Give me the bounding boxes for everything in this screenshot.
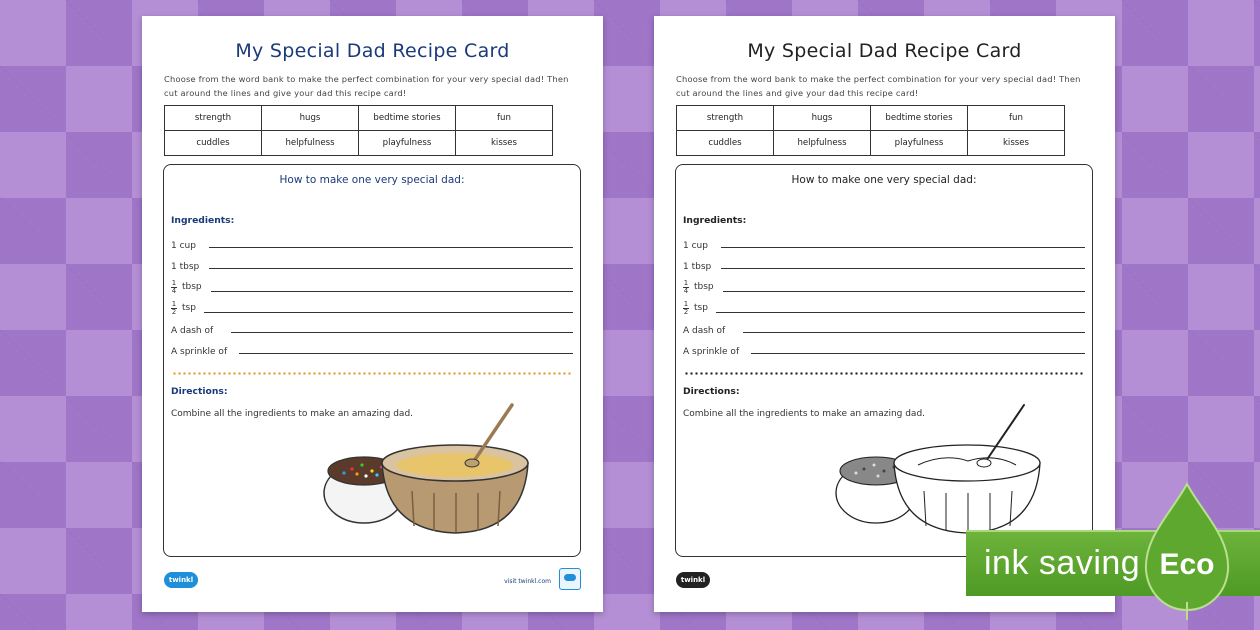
ingredient-row-quarter-tbsp[interactable] — [683, 275, 1085, 295]
instructions-text: Choose from the word bank to make the perfect combination for your very special dad! Then cut around the lines and give your dad this recipe card! — [676, 74, 1081, 98]
word-bank-cell: fun — [968, 106, 1065, 131]
ingredient-label: tsp — [182, 303, 196, 313]
eco-leaf-icon — [1142, 482, 1232, 622]
write-line — [743, 332, 1085, 333]
mixing-bowl-illustration — [322, 401, 538, 541]
write-line — [211, 291, 573, 292]
ingredient-label: A sprinkle of — [171, 347, 228, 357]
ingredients-label: Ingredients: — [683, 215, 747, 226]
fraction-numerator: 1 — [683, 279, 689, 287]
ingredient-label: A dash of — [683, 326, 726, 336]
card-heading: How to make one very special dad: — [791, 174, 977, 186]
directions-label: Directions: — [171, 386, 228, 397]
recipe-card-sheet-color — [142, 16, 603, 612]
ingredient-row-half-tsp[interactable] — [171, 296, 573, 316]
fraction-numerator: 1 — [683, 300, 689, 308]
directions-text: Combine all the ingredients to make an amazing dad. — [683, 409, 926, 419]
ingredients-label: Ingredients: — [171, 215, 235, 226]
directions-label: Directions: — [683, 386, 740, 397]
write-line — [209, 247, 573, 248]
directions-text: Combine all the ingredients to make an amazing dad. — [171, 409, 414, 419]
fraction-numerator: 1 — [171, 279, 177, 287]
page-title: My Special Dad Recipe Card — [747, 40, 1022, 62]
write-line — [231, 332, 573, 333]
ingredient-row-cup[interactable] — [171, 235, 573, 251]
word-bank-cell: helpfulness — [774, 131, 871, 156]
ingredient-label: 1 tbsp — [683, 262, 712, 272]
ingredient-label: tbsp — [694, 282, 714, 292]
ingredient-label: A dash of — [171, 326, 214, 336]
word-bank-cell: bedtime stories — [359, 106, 456, 131]
word-bank-cell: kisses — [968, 131, 1065, 156]
ingredient-row-tbsp[interactable] — [683, 256, 1085, 272]
write-line — [204, 312, 573, 313]
ingredient-label: tbsp — [182, 282, 202, 292]
write-line — [716, 312, 1085, 313]
ingredient-label: 1 cup — [683, 241, 708, 251]
fraction-quarter — [171, 280, 177, 295]
word-bank-cell: hugs — [262, 106, 359, 131]
mixing-bowl-illustration — [834, 401, 1050, 541]
word-bank-cell: helpfulness — [262, 131, 359, 156]
write-line — [721, 268, 1085, 269]
ingredient-row-dash[interactable] — [171, 320, 573, 336]
ingredient-label: 1 cup — [171, 241, 196, 251]
write-line — [209, 268, 573, 269]
fraction-quarter — [683, 280, 689, 295]
instructions-text: Choose from the word bank to make the perfect combination for your very special dad! Then cut around the lines and give your dad this recipe card! — [164, 74, 569, 98]
word-bank-cell: kisses — [456, 131, 553, 156]
word-bank-cell: fun — [456, 106, 553, 131]
word-bank-cell: strength — [165, 106, 262, 131]
word-bank-cell: bedtime stories — [871, 106, 968, 131]
word-bank-cell: cuddles — [165, 131, 262, 156]
ink-saving-label: ink saving — [984, 544, 1141, 582]
word-bank-table — [676, 105, 1065, 156]
dotted-divider — [172, 372, 572, 375]
word-bank-cell: playfulness — [359, 131, 456, 156]
word-bank-cell: playfulness — [871, 131, 968, 156]
fraction-denominator: 4 — [171, 287, 177, 295]
ingredient-row-half-tsp[interactable] — [683, 296, 1085, 316]
ingredient-row-quarter-tbsp[interactable] — [171, 275, 573, 295]
twinkl-logo: twinkl — [164, 572, 198, 588]
write-line — [751, 353, 1085, 354]
ingredient-row-sprinkle[interactable] — [683, 341, 1085, 357]
write-line — [723, 291, 1085, 292]
recipe-card — [675, 164, 1093, 557]
write-line — [721, 247, 1085, 248]
page-title: My Special Dad Recipe Card — [235, 40, 510, 62]
quality-badge-icon — [559, 568, 581, 590]
ingredient-row-tbsp[interactable] — [171, 256, 573, 272]
word-bank-cell: hugs — [774, 106, 871, 131]
fraction-half — [171, 301, 177, 316]
ingredient-row-cup[interactable] — [683, 235, 1085, 251]
fraction-numerator: 1 — [171, 300, 177, 308]
twinkl-logo: twinkl — [676, 572, 710, 588]
mixing-bowl-icon — [894, 405, 1040, 533]
ingredient-label: 1 tbsp — [171, 262, 200, 272]
footer-url: visit twinkl.com — [504, 578, 551, 585]
ingredient-row-dash[interactable] — [683, 320, 1085, 336]
dotted-divider — [684, 372, 1084, 375]
word-bank-table — [164, 105, 553, 156]
fraction-denominator: 2 — [683, 308, 689, 316]
eco-tag: Eco — [1159, 548, 1215, 581]
ingredient-row-sprinkle[interactable] — [171, 341, 573, 357]
mixing-bowl-icon — [382, 405, 528, 533]
word-bank-cell: cuddles — [677, 131, 774, 156]
recipe-card-sheet-ink-saving — [654, 16, 1115, 612]
recipe-card — [163, 164, 581, 557]
word-bank-cell: strength — [677, 106, 774, 131]
fraction-denominator: 2 — [171, 308, 177, 316]
ingredient-label: A sprinkle of — [683, 347, 740, 357]
ingredient-label: tsp — [694, 303, 708, 313]
card-heading: How to make one very special dad: — [279, 174, 465, 186]
fraction-half — [683, 301, 689, 316]
fraction-denominator: 4 — [683, 287, 689, 295]
write-line — [239, 353, 573, 354]
